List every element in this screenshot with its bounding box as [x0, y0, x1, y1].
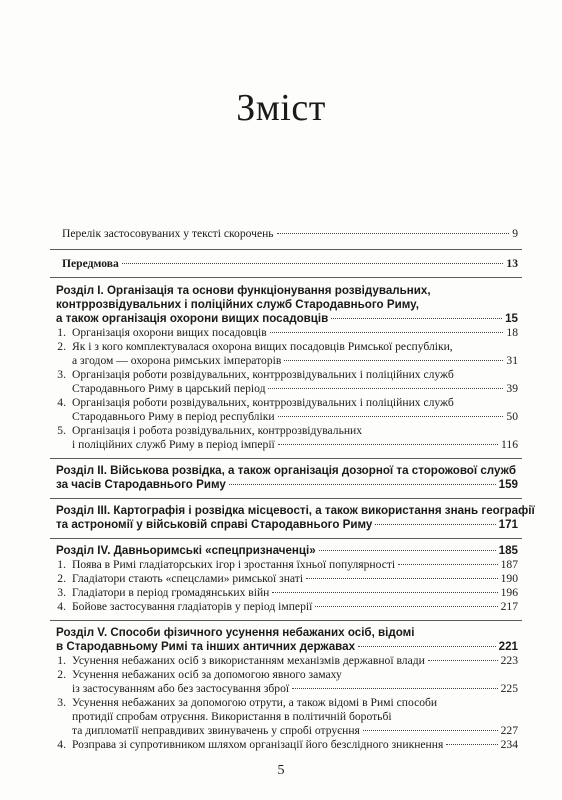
toc-page-number: 185: [498, 544, 518, 557]
item-number: 3.: [57, 586, 66, 599]
item-number: 4.: [57, 738, 66, 751]
dot-leader: [270, 332, 504, 333]
toc-page-number: 190: [500, 572, 518, 585]
dot-leader: [122, 263, 504, 264]
toc-page-number: 227: [500, 724, 518, 737]
item-number: 2.: [57, 668, 66, 681]
toc-section-3[interactable]: [56, 518, 518, 532]
toc-item[interactable]: [72, 354, 518, 368]
dot-leader: [272, 592, 497, 593]
toc-item-title: та дипломатії неправдивих звинувачень у спробі отруєння: [72, 724, 360, 737]
toc-page-number: 234: [500, 738, 518, 751]
toc-item-title: Бойове застосування гладіаторів у період імперії: [72, 600, 313, 613]
toc-page-number: 13: [506, 257, 518, 270]
toc-page-number: 171: [498, 518, 518, 531]
dot-leader: [358, 646, 496, 647]
toc-item[interactable]: [72, 600, 518, 614]
toc-item[interactable]: [72, 724, 518, 738]
toc-page-number: 39: [506, 382, 518, 395]
item-number: 2.: [57, 340, 66, 353]
dot-leader: [277, 233, 510, 234]
dot-leader: [375, 524, 495, 525]
toc-item[interactable]: [72, 738, 518, 752]
toc-entry-preface[interactable]: [62, 257, 518, 271]
toc-page-number: 9: [512, 227, 518, 240]
toc-item-title: Усунення небажаних за допомогою отрути, а також відомі в Римі способи: [72, 696, 438, 709]
toc-page-number: 116: [501, 438, 518, 451]
toc-page-number: 217: [500, 600, 518, 613]
toc-page-number: 196: [500, 586, 518, 599]
toc-page-number: 15: [505, 312, 518, 325]
toc-item-title: Організація охорони вищих посадовців: [72, 326, 267, 339]
dot-leader: [284, 360, 503, 361]
section-1-title-line-3: а також організація охорони вищих посадовців: [56, 312, 329, 325]
toc-item-title: Гладіатори стають «спецслами» римської знаті: [72, 572, 304, 585]
toc-section-2[interactable]: [56, 478, 518, 492]
page-number: 5: [277, 763, 285, 778]
dot-leader: [292, 688, 497, 689]
toc-item[interactable]: [72, 326, 518, 340]
section-5-title-line-2: в Стародавньому Римі та інших античних державах: [56, 640, 356, 653]
toc-item-title: Як і з кого комплектувалася охорона вищих посадовців Римської республіки,: [72, 340, 453, 353]
section-2-title-line-2: за часів Стародавнього Риму: [56, 478, 226, 491]
toc-item-title: Стародавнього Риму в царський період: [72, 382, 266, 395]
divider: [50, 538, 522, 539]
section-1-title-line-2: контррозвідувальних і поліційних служб Стародавнього Риму,: [56, 298, 419, 311]
toc-item[interactable]: [72, 382, 518, 396]
section-3-title-line-1: Розділ III. Картографія і розвідка місцевості, а також використання знань географії: [56, 504, 535, 517]
toc-item-title: Розправа зі супротивником шляхом організації його безслідного зникнення: [72, 738, 444, 751]
section-5-title-line-1: Розділ V. Способи фізичного усунення небажаних осіб, відомі: [56, 626, 415, 639]
dot-leader: [278, 444, 498, 445]
toc-item-title: Організація і робота розвідувальних, контррозвідувальних: [72, 424, 363, 437]
item-number: 1.: [57, 326, 66, 339]
toc-item-title: протидії спробам отруєння. Використання в політичній боротьбі: [72, 710, 392, 723]
toc-item[interactable]: [72, 558, 518, 572]
section-4-title: Розділ IV. Давньоримські «спецпризначенці»: [56, 544, 316, 557]
toc-entry-title: Перелік застосовуваних у тексті скорочень: [62, 227, 274, 240]
divider: [50, 277, 522, 278]
toc-item[interactable]: [72, 572, 518, 586]
toc-item-title: Гладіатори в період громадянських війн: [72, 586, 270, 599]
item-number: 5.: [57, 424, 66, 437]
toc-item-title: Усунення небажаних осіб за допомогою явного замаху: [72, 668, 342, 681]
item-number: 2.: [57, 572, 66, 585]
toc-page-number: 31: [506, 354, 518, 367]
toc-page-number: 187: [500, 558, 518, 571]
dot-leader: [398, 564, 497, 565]
toc-item[interactable]: [72, 654, 518, 668]
toc-page-number: 159: [498, 478, 518, 491]
toc-section-5[interactable]: [56, 640, 518, 654]
dot-leader: [306, 578, 498, 579]
dot-leader: [363, 730, 498, 731]
dot-leader: [229, 484, 496, 485]
toc-entry-abbreviations[interactable]: [62, 227, 518, 241]
toc-section-4[interactable]: [56, 544, 518, 558]
dot-leader: [278, 416, 504, 417]
toc-item[interactable]: [72, 682, 518, 696]
item-number: 1.: [57, 558, 66, 571]
toc-item[interactable]: [72, 586, 518, 600]
dot-leader: [331, 318, 502, 319]
dot-leader: [446, 744, 497, 745]
toc-item-title: і поліційних служб Риму в період імперії: [72, 438, 275, 451]
page-title: Зміст: [236, 87, 326, 129]
toc-item[interactable]: [72, 410, 518, 424]
dot-leader: [315, 606, 497, 607]
toc-item[interactable]: [72, 438, 518, 452]
item-number: 1.: [57, 654, 66, 667]
toc-item-title: із застосуванням або без застосування зброї: [72, 682, 290, 695]
toc-page-number: 225: [500, 682, 518, 695]
divider: [50, 620, 522, 621]
dot-leader: [319, 550, 496, 551]
toc-page-number: 223: [500, 654, 518, 667]
divider: [50, 458, 522, 459]
toc-page-number: 221: [498, 640, 518, 653]
toc-item-title: Поява в Римі гладіаторських ігор і зростання їхньої популярності: [72, 558, 396, 571]
section-2-title-line-1: Розділ II. Військова розвідка, а також організація дозорної та сторожової служб: [56, 464, 516, 477]
toc-item-title: Усунення небажаних осіб з використанням механізмів державної влади: [72, 654, 425, 667]
toc-item-title: Стародавнього Риму в період республіки: [72, 410, 275, 423]
item-number: 4.: [57, 396, 66, 409]
toc-entry-title: Передмова: [62, 257, 119, 270]
toc-item-title: Організація роботи розвідувальних, контррозвідувальних і поліційних служб: [72, 396, 454, 409]
toc-page-number: 18: [506, 326, 518, 339]
section-3-title-line-2: та астрономії у військовій справі Стародавнього Риму: [56, 518, 373, 531]
section-1-title-line-1: Розділ І. Організація та основи функціонування розвідувальних,: [56, 284, 431, 297]
toc-item-title: а згодом — охорона римських імператорів: [72, 354, 282, 367]
divider: [50, 249, 522, 250]
dot-leader: [268, 388, 503, 389]
item-number: 3.: [57, 696, 66, 709]
toc-section-1[interactable]: [56, 312, 518, 326]
item-number: 4.: [57, 600, 66, 613]
item-number: 3.: [57, 368, 66, 381]
dot-leader: [428, 660, 498, 661]
divider: [50, 498, 522, 499]
toc-item-title: Організація роботи розвідувальних, контррозвідувальних і поліційних служб: [72, 368, 454, 381]
toc-page-number: 50: [506, 410, 518, 423]
